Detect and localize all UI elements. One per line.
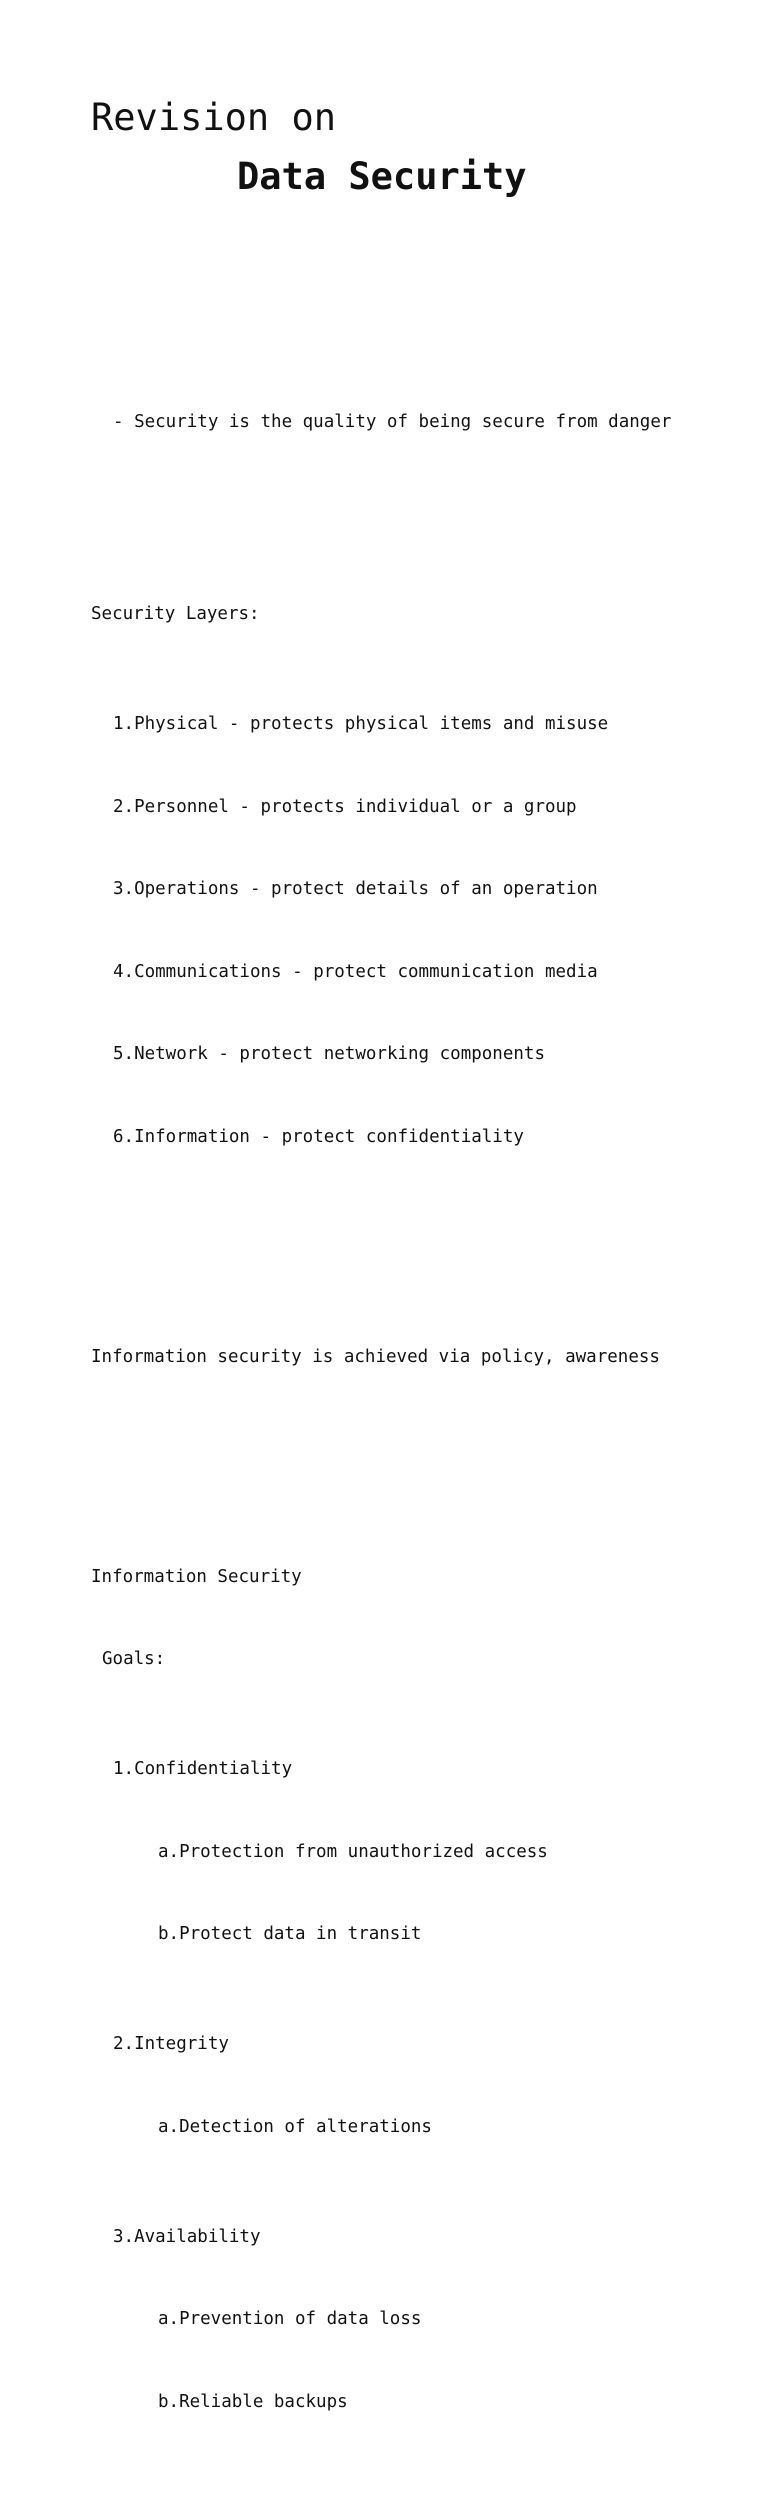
layer-text: Physical - protects physical items and misuse [134, 714, 609, 734]
goal-number: 3. [113, 2226, 135, 2247]
layer-text: Operations - protect details of an operation [134, 879, 598, 899]
goal-sub-item [91, 2306, 671, 2334]
layer-item [91, 1124, 671, 1152]
spacer [91, 1234, 671, 1262]
intro-bullet: - Security is the quality of being secure from danger [113, 411, 672, 432]
goal-item [91, 2031, 671, 2059]
sub-letter: b. [158, 1924, 180, 1944]
layer-text: Communications - protect communication media [134, 961, 598, 982]
layer-item [91, 1041, 671, 1069]
spacer [91, 491, 671, 519]
goal-text: Availability [134, 2226, 261, 2247]
goals-heading: Goals: [102, 1649, 166, 1669]
policy-line: Information security is achieved via policy, awareness [91, 1346, 660, 1367]
sub-letter: a. [158, 2309, 180, 2329]
goal-sub-item [91, 2389, 671, 2417]
goal-text: Integrity [134, 2034, 229, 2054]
sub-text: Reliable backups [179, 2391, 348, 2412]
layer-item [91, 794, 671, 822]
layer-number: 2. [113, 796, 135, 817]
layer-number: 3. [113, 879, 135, 899]
layer-number: 4. [113, 961, 135, 982]
spacer [91, 1454, 671, 1482]
layer-text: Network - protect networking components [134, 1044, 545, 1064]
sub-text: Protect data in transit [179, 1924, 422, 1944]
goal-sub-item [91, 1839, 671, 1867]
title-line-2: Data Security [237, 155, 527, 198]
layer-text: Information - protect confidentiality [134, 1126, 524, 1147]
goal-item [91, 1756, 671, 1784]
goal-sub-item [91, 2114, 671, 2142]
goal-number: 1. [113, 1759, 135, 1779]
sub-letter: a. [158, 2116, 180, 2137]
layer-number: 5. [113, 1044, 135, 1064]
layer-item [91, 959, 671, 987]
layer-number: 6. [113, 1126, 135, 1147]
goal-text: Confidentiality [134, 1759, 293, 1779]
goal-number: 2. [113, 2034, 135, 2054]
layer-text: Personnel - protects individual or a group [134, 796, 577, 817]
layer-item [91, 711, 671, 739]
layer-number: 1. [113, 714, 135, 734]
goal-sub-item [91, 1921, 671, 1949]
goal-item [91, 2224, 671, 2252]
document-body [91, 326, 671, 2499]
infosec-heading: Information Security [91, 1566, 302, 1587]
sub-text: Protection from unauthorized access [179, 1841, 548, 1862]
layer-item [91, 876, 671, 904]
sub-text: Prevention of data loss [179, 2309, 422, 2329]
layers-heading: Security Layers: [91, 604, 260, 624]
title-line-1: Revision on [91, 96, 337, 139]
sub-letter: a. [158, 1841, 180, 1862]
sub-text: Detection of alterations [179, 2116, 432, 2137]
sub-letter: b. [158, 2391, 180, 2412]
